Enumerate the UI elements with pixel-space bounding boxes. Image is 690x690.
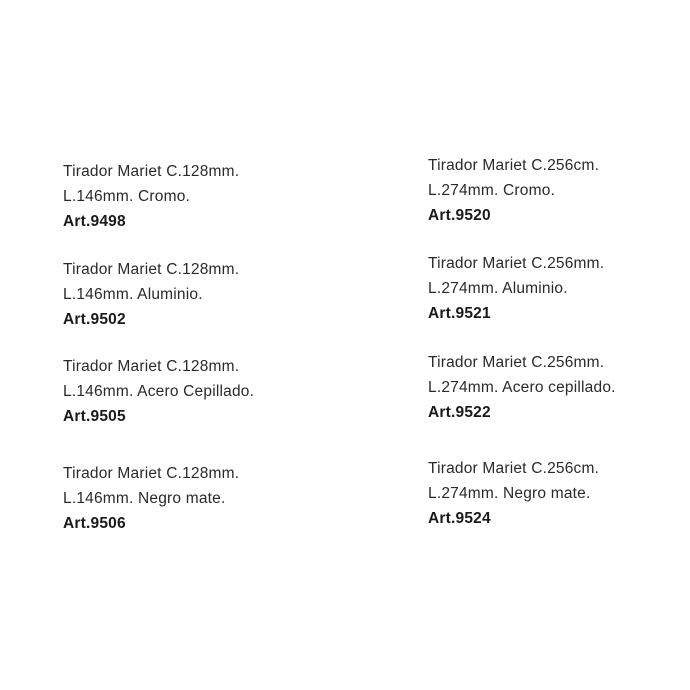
article-number: Art.9521	[428, 305, 491, 322]
product-entry	[428, 153, 688, 228]
product-description-line1: Tirador Mariet C.128mm.	[63, 358, 240, 375]
product-description-line1: Tirador Mariet C.256cm.	[428, 460, 600, 477]
article-number: Art.9498	[63, 213, 126, 230]
product-description-line1: Tirador Mariet C.256mm.	[428, 354, 605, 371]
product-entry	[63, 159, 323, 234]
product-description-line2: L.146mm. Aluminio.	[63, 286, 203, 303]
product-description-line2: L.274mm. Aluminio.	[428, 280, 568, 297]
product-description-line1: Tirador Mariet C.128mm.	[63, 163, 240, 180]
product-description-line2: L.274mm. Acero cepillado.	[428, 379, 616, 396]
article-number: Art.9522	[428, 404, 491, 421]
product-entry	[63, 461, 323, 536]
product-description-line1: Tirador Mariet C.256mm.	[428, 255, 605, 272]
product-entry	[63, 354, 323, 429]
article-number: Art.9502	[63, 311, 126, 328]
product-entry	[63, 257, 323, 332]
product-description-line2: L.146mm. Negro mate.	[63, 490, 226, 507]
product-description-line2: L.146mm. Acero Cepillado.	[63, 383, 255, 400]
article-number: Art.9520	[428, 207, 491, 224]
article-number: Art.9505	[63, 408, 126, 425]
product-description-line1: Tirador Mariet C.128mm.	[63, 465, 240, 482]
product-entry	[428, 350, 688, 425]
product-description-line1: Tirador Mariet C.256cm.	[428, 157, 600, 174]
product-description-line1: Tirador Mariet C.128mm.	[63, 261, 240, 278]
product-description-line2: L.274mm. Negro mate.	[428, 485, 591, 502]
article-number: Art.9506	[63, 515, 126, 532]
article-number: Art.9524	[428, 510, 491, 527]
product-description-line2: L.146mm. Cromo.	[63, 188, 191, 205]
product-entry	[428, 251, 688, 326]
product-entry	[428, 456, 688, 531]
product-description-line2: L.274mm. Cromo.	[428, 182, 556, 199]
